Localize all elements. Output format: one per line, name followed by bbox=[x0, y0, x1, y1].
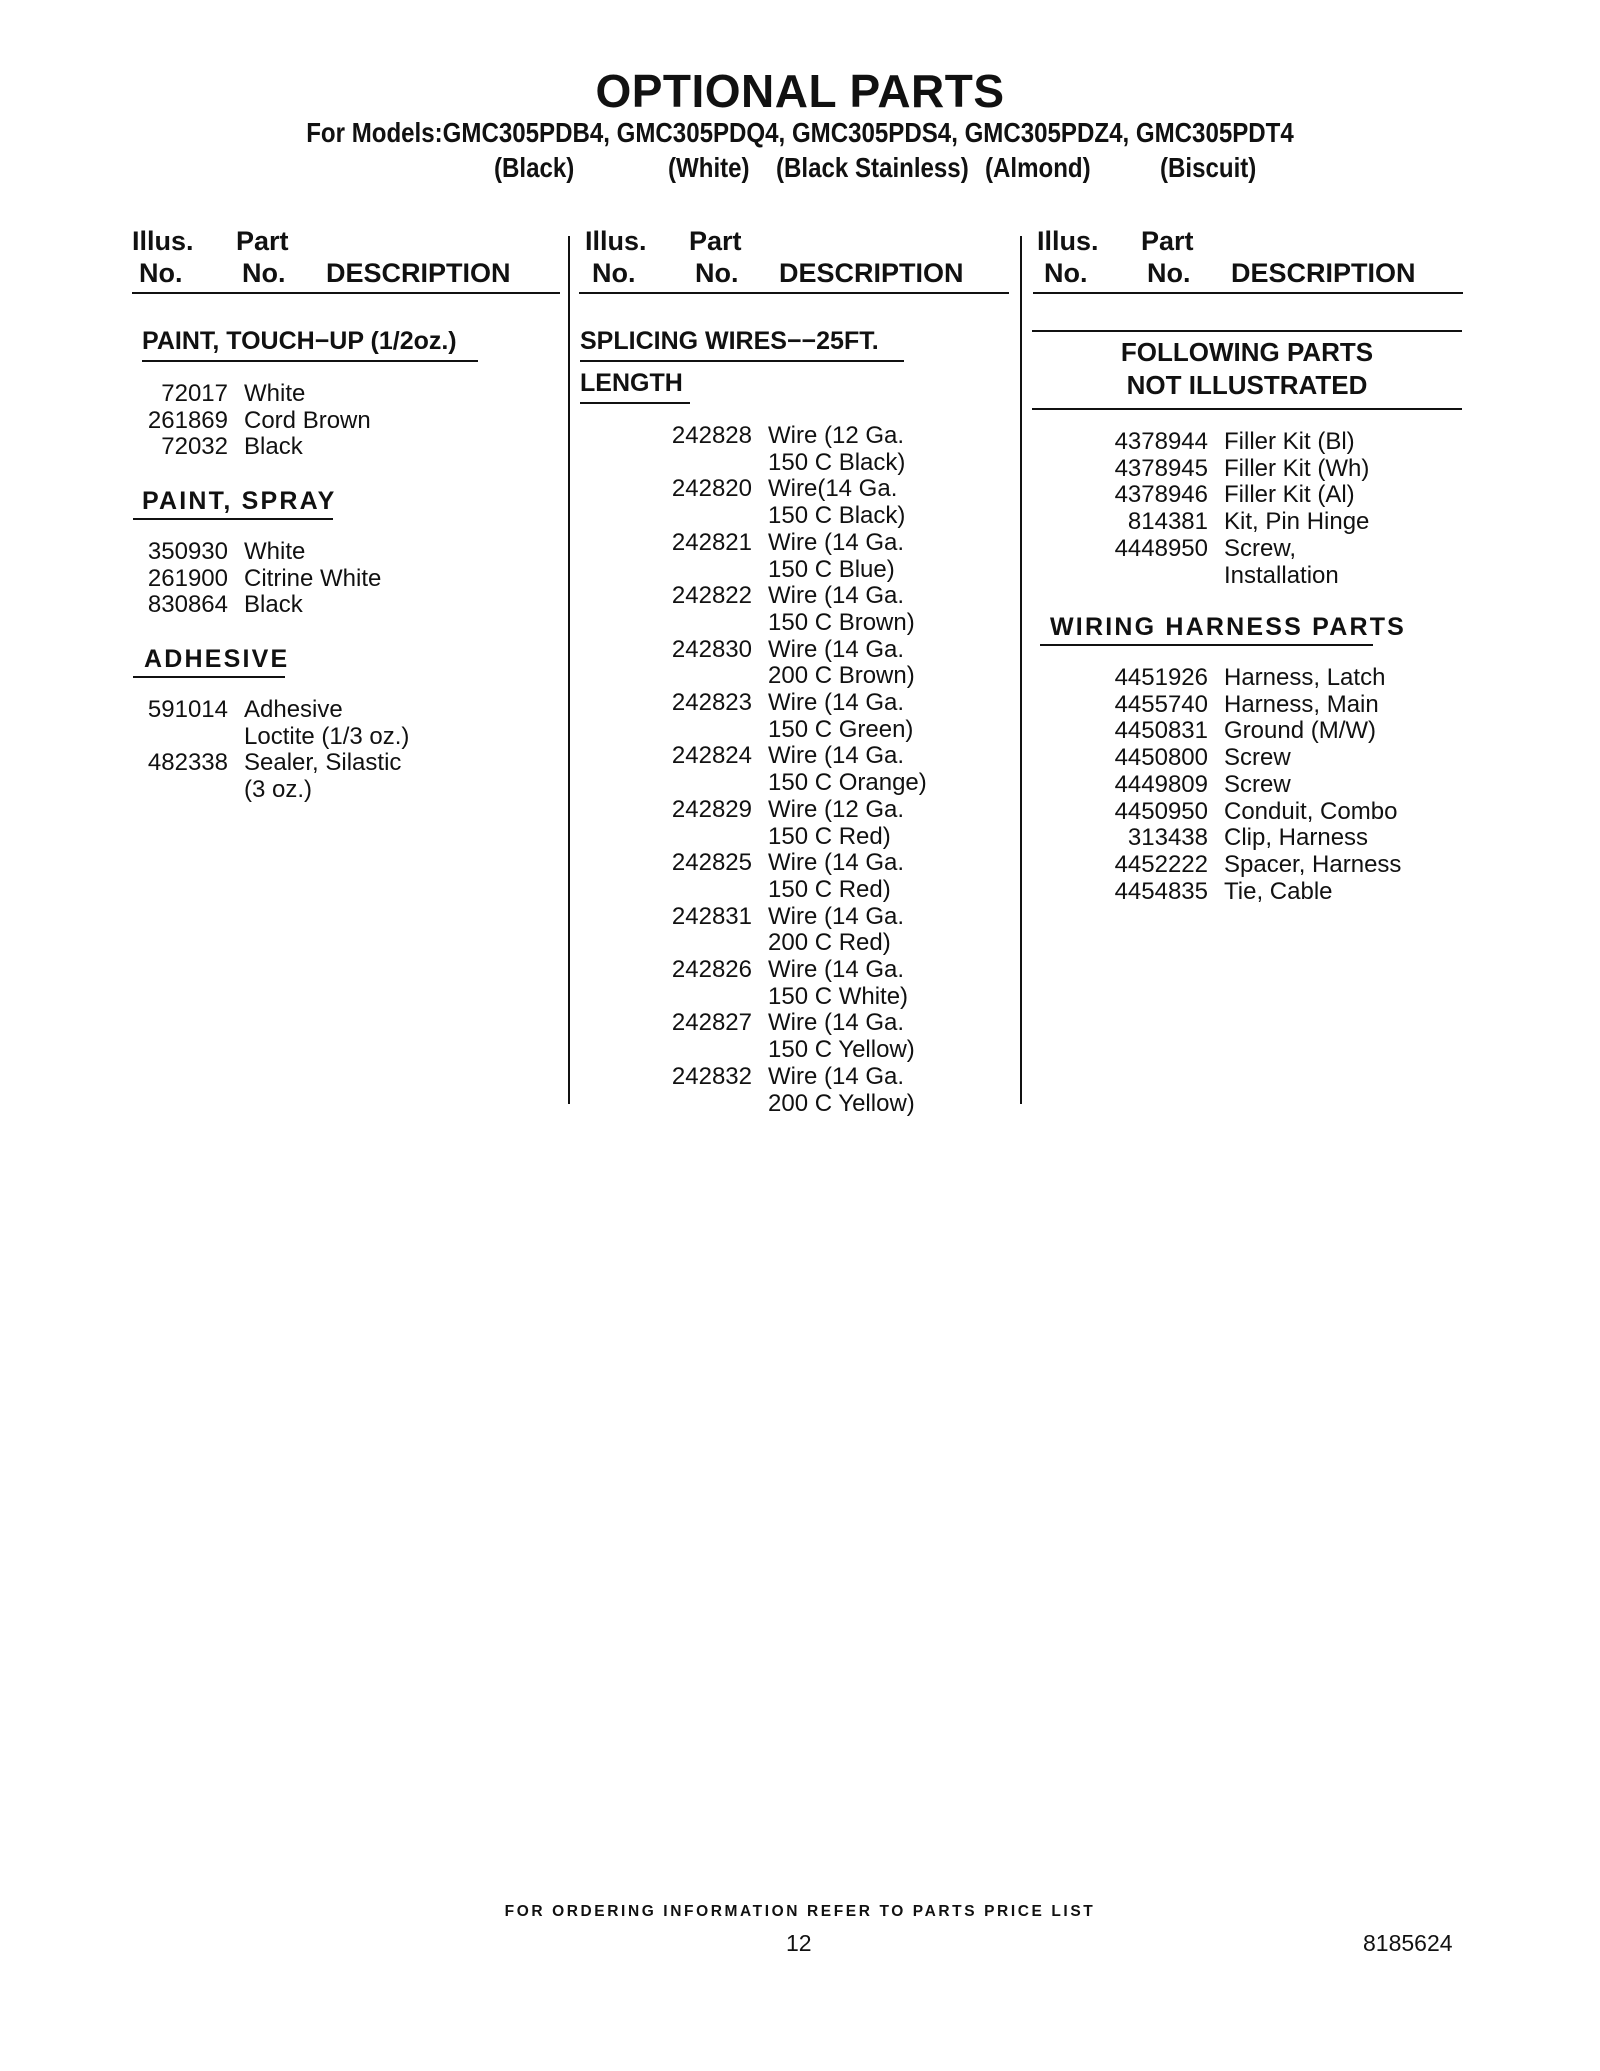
description-label: DESCRIPTION bbox=[779, 258, 964, 288]
list-item: 313438 Clip, Harness bbox=[1127, 824, 1369, 852]
list-item: 150 C Orange) bbox=[768, 769, 927, 797]
harness-items bbox=[1113, 665, 1401, 905]
part-no-label: No. bbox=[242, 258, 286, 288]
list-item: 4449809 Screw bbox=[1114, 770, 1291, 798]
list-item: 242831 Wire (14 Ga. bbox=[671, 902, 905, 930]
list-item: 4378944 Filler Kit (Bl) bbox=[1114, 428, 1355, 455]
not-illustrated-title: FOLLOWING PARTS NOT ILLUSTRATED bbox=[1120, 337, 1374, 400]
illus-no-label: No. bbox=[139, 258, 183, 288]
header-rule bbox=[1033, 292, 1463, 294]
page-title: OPTIONAL PARTS bbox=[595, 65, 1005, 117]
list-item: 4450950 Conduit, Combo bbox=[1114, 797, 1398, 825]
document-number: 8185624 bbox=[1363, 1930, 1453, 1956]
illus-label: Illus. bbox=[132, 226, 194, 256]
part-label: Part bbox=[689, 226, 742, 256]
part-no-label: No. bbox=[1147, 258, 1191, 288]
column-divider-1 bbox=[568, 236, 570, 1104]
list-item: 261900 Citrine White bbox=[147, 564, 382, 592]
part-label: Part bbox=[1141, 226, 1194, 256]
section-rule bbox=[133, 676, 285, 678]
list-item: 814381 Kit, Pin Hinge bbox=[1127, 508, 1370, 536]
list-item: 72017 White bbox=[161, 380, 306, 407]
list-item: 4455740 Harness, Main bbox=[1114, 690, 1379, 718]
list-item: 242827 Wire (14 Ga. bbox=[671, 1009, 905, 1037]
list-item: 242826 Wire (14 Ga. bbox=[671, 956, 905, 984]
list-item: 4378946 Filler Kit (Al) bbox=[1114, 481, 1355, 509]
list-item: 482338 Sealer, Silastic bbox=[147, 749, 402, 777]
list-item: 4451926 Harness, Latch bbox=[1114, 664, 1386, 691]
list-item: 4448950 Screw, bbox=[1114, 534, 1297, 562]
list-item: 242822 Wire (14 Ga. bbox=[671, 582, 905, 610]
part-label: Part bbox=[236, 226, 289, 256]
list-item: 150 C Green) bbox=[768, 715, 914, 743]
adhesive-items bbox=[140, 697, 409, 804]
list-item: (3 oz.) bbox=[244, 776, 313, 804]
list-item: 242821 Wire (14 Ga. bbox=[671, 528, 905, 556]
section-rule bbox=[580, 360, 904, 362]
section-rule bbox=[133, 518, 333, 520]
section-rule bbox=[142, 360, 478, 362]
list-item: 150 C Yellow) bbox=[768, 1036, 915, 1064]
color-white: (White) bbox=[668, 152, 750, 183]
list-item: 591014 Adhesive bbox=[147, 696, 343, 723]
illus-no-label: No. bbox=[592, 258, 636, 288]
model-list: For Models:GMC305PDB4, GMC305PDQ4, GMC305PDS4, GMC305PDZ4, GMC305PDT4 bbox=[306, 117, 1294, 148]
section-title-spray: PAINT, SPRAY bbox=[142, 487, 337, 515]
list-item: 150 C White) bbox=[768, 982, 909, 1010]
section-title-touchup: PAINT, TOUCH−UP (1/2oz.) bbox=[142, 327, 457, 355]
ordering-note: FOR ORDERING INFORMATION REFER TO PARTS PRICE LIST bbox=[504, 1903, 1096, 1920]
list-item: 150 C Red) bbox=[768, 875, 891, 903]
section-title-adhesive: ADHESIVE bbox=[144, 645, 290, 673]
column-divider-2 bbox=[1020, 236, 1022, 1104]
illus-no-label: No. bbox=[1044, 258, 1088, 288]
touchup-items bbox=[140, 381, 371, 461]
list-item: 150 C Brown) bbox=[768, 608, 915, 636]
list-item: 242832 Wire (14 Ga. bbox=[671, 1062, 905, 1090]
list-item: 242829 Wire (12 Ga. bbox=[671, 795, 905, 823]
list-item: 200 C Yellow) bbox=[768, 1089, 915, 1117]
list-item: 150 C Blue) bbox=[768, 555, 895, 583]
list-item: 150 C Black) bbox=[768, 502, 906, 530]
part-no-label: No. bbox=[695, 258, 739, 288]
list-item: 242830 Wire (14 Ga. bbox=[671, 635, 905, 663]
list-item: 350930 White bbox=[147, 538, 306, 565]
section-title-wiring-harness: WIRING HARNESS PARTS bbox=[1050, 613, 1407, 641]
not-illustrated-rule-top bbox=[1032, 330, 1462, 332]
list-item: 242828 Wire (12 Ga. bbox=[671, 422, 905, 449]
header-rule bbox=[579, 292, 1009, 294]
list-item: 200 C Brown) bbox=[768, 662, 915, 690]
list-item: 242823 Wire (14 Ga. bbox=[671, 689, 905, 717]
spray-items bbox=[140, 539, 381, 619]
color-black: (Black) bbox=[494, 152, 575, 183]
list-item: 242825 Wire (14 Ga. bbox=[671, 849, 905, 877]
color-biscuit: (Biscuit) bbox=[1160, 152, 1257, 183]
illus-label: Illus. bbox=[1037, 226, 1099, 256]
list-item: 72032 Black bbox=[161, 433, 303, 461]
list-item: Installation bbox=[1224, 561, 1339, 589]
color-almond: (Almond) bbox=[985, 152, 1091, 183]
list-item: 4450800 Screw bbox=[1114, 744, 1291, 772]
header-rule bbox=[132, 292, 560, 294]
not-illustrated-rule-bottom bbox=[1032, 408, 1462, 410]
not-illustrated-items bbox=[1113, 429, 1369, 589]
section-title-length: LENGTH bbox=[580, 369, 683, 397]
list-item: 150 C Black) bbox=[768, 448, 906, 476]
section-rule bbox=[1040, 644, 1373, 646]
list-item: 4450831 Ground (M/W) bbox=[1114, 717, 1377, 745]
description-label: DESCRIPTION bbox=[326, 258, 511, 288]
list-item: 4454835 Tie, Cable bbox=[1114, 877, 1333, 905]
section-title-splicing: SPLICING WIRES−−25FT. bbox=[580, 327, 879, 355]
list-item: 261869 Cord Brown bbox=[147, 406, 371, 434]
color-black-stainless: (Black Stainless) bbox=[776, 152, 969, 183]
list-item: 4378945 Filler Kit (Wh) bbox=[1114, 454, 1370, 482]
description-label: DESCRIPTION bbox=[1231, 258, 1416, 288]
list-item: Loctite (1/3 oz.) bbox=[244, 722, 410, 750]
list-item: 200 C Red) bbox=[768, 929, 891, 957]
list-item: 150 C Red) bbox=[768, 822, 891, 850]
list-item: 242824 Wire (14 Ga. bbox=[671, 742, 905, 770]
illus-label: Illus. bbox=[585, 226, 647, 256]
wire-items bbox=[664, 423, 927, 1117]
list-item: 242820 Wire(14 Ga. bbox=[671, 475, 898, 503]
list-item: 830864 Black bbox=[147, 591, 303, 619]
list-item: 4452222 Spacer, Harness bbox=[1114, 850, 1402, 878]
section-rule bbox=[580, 402, 690, 404]
page-number: 12 bbox=[786, 1930, 812, 1956]
